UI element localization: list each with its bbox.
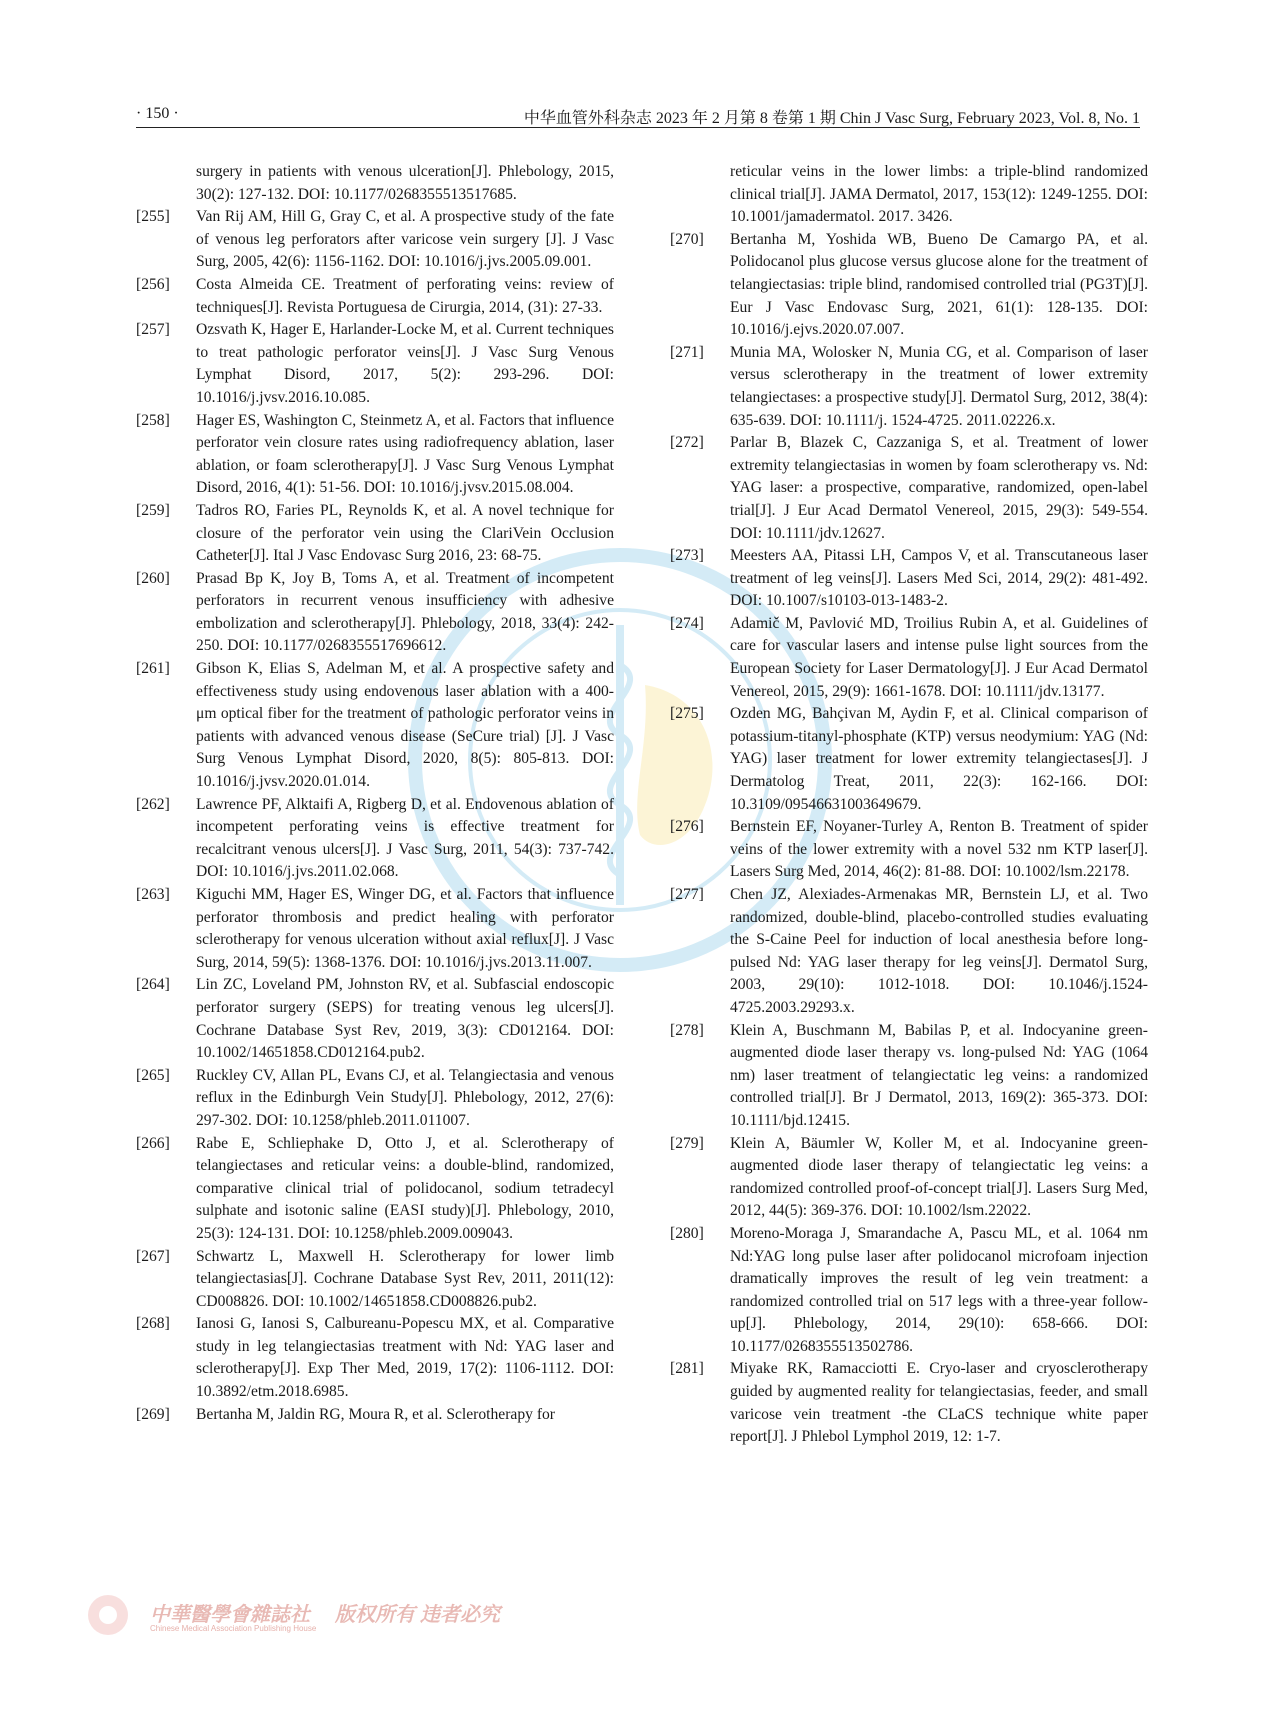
reference-item <box>136 794 614 884</box>
reference-number: [268] <box>136 1315 170 1333</box>
reference-column-right <box>670 161 1148 1449</box>
reference-item <box>670 1223 1148 1359</box>
reference-number: [274] <box>670 614 704 632</box>
reference-item <box>136 206 614 274</box>
running-header <box>136 105 1140 128</box>
reference-text: Miyake RK, Ramacciotti E. Cryo-laser and cryosclerotherapy guided by augmented reality for telangiectasias, feeder, and small varicose vein treatment -the CLaCS technique white paper report[J]. J Phlebol Lymphol 2019, 12: 1-7. <box>730 1360 1148 1446</box>
reference-number: [275] <box>670 705 704 723</box>
reference-text: Ianosi G, Ianosi S, Calbureanu-Popescu MX, et al. Comparative study in leg telangiectasias treatment with Nd: YAG laser and sclerotherapy[J]. Exp Ther Med, 2019, 17(2): 1106-1112. DOI: 10.3892/etm.2018.6985. <box>196 1315 614 1401</box>
reference-number: [269] <box>136 1405 170 1423</box>
reference-number: [255] <box>136 208 170 226</box>
reference-item <box>136 1133 614 1246</box>
reference-number: [273] <box>670 547 704 565</box>
reference-text: Costa Almeida CE. Treatment of perforating veins: review of techniques[J]. Revista Portuguesa de Cirurgia, 2014, (31): 27-33. <box>196 275 614 316</box>
reference-item <box>670 1358 1148 1448</box>
reference-text: Munia MA, Wolosker N, Munia CG, et al. Comparison of laser versus sclerotherapy in the treatment of lower extremity telangiectases: a prospective study[J]. Dermatol Surg, 2012, 38(4): 635-639. DOI: 10.1111/j. 1524-4725. 2011.02226.x. <box>730 343 1148 429</box>
reference-item <box>136 884 614 974</box>
reference-item <box>670 229 1148 342</box>
reference-text: Meesters AA, Pitassi LH, Campos V, et al. Transcutaneous laser treatment of leg veins[J]. Lasers Med Sci, 2014, 29(2): 481-492. DOI: 10.1007/s10103-013-1483-2. <box>730 547 1148 610</box>
reference-item <box>670 1133 1148 1223</box>
reference-text: Lin ZC, Loveland PM, Johnston RV, et al. Subfascial endoscopic perforator surgery (SEPS) for treating venous leg ulcers[J]. Cochrane Database Syst Rev, 2019, 3(3): CD012164. DOI: 10.1002/14651858.CD012164.pub2. <box>196 976 614 1062</box>
reference-number: [261] <box>136 660 170 678</box>
reference-number: [263] <box>136 886 170 903</box>
reference-item <box>670 613 1148 703</box>
reference-item <box>136 161 614 206</box>
publisher-footer <box>150 1598 500 1627</box>
reference-number: [266] <box>136 1134 170 1152</box>
publisher-name-en: Chinese Medical Association Publishing House <box>150 1624 317 1633</box>
reference-number: [280] <box>670 1224 704 1242</box>
reference-text: Adamič M, Pavlović MD, Troilius Rubin A, et al. Guidelines of care for vascular lasers and intense pulse light sources from the European Society for Laser Dermatology[J]. J Eur Acad Dermatol Venereol, 2015, 29(9): 1661-1678. DOI: 10.1111/jdv.13177. <box>730 614 1148 700</box>
reference-number: [271] <box>670 343 704 361</box>
reference-text: Hager ES, Washington C, Steinmetz A, et al. Factors that influence perforator vein closure rates using radiofrequency ablation, laser ablation, or foam sclerotherapy[J]. J Vasc Surg Venous Lymphat Disord, 2016, 4(1): 51-56. DOI: 10.1016/j.jvsv.2015.08.004. <box>196 411 614 497</box>
reference-text: Moreno-Moraga J, Smarandache A, Pascu ML, et al. 1064 nm Nd:YAG long pulse laser after polidocanol microfoam injection dramatically improves the result of leg vein treatment: a randomized controlled trial on 517 legs with a three-year follow-up[J]. Phlebology, 2014, 29(10): 658-666. DOI: 10.1177/0268355513502786. <box>730 1224 1148 1355</box>
reference-text: Ozsvath K, Hager E, Harlander-Locke M, et al. Current techniques to treat pathologic perforator veins[J]. J Vasc Surg Venous Lymphat Disord, 2017, 5(2): 293-296. DOI: 10.1016/j.jvsv.2016.10.085. <box>196 321 614 406</box>
reference-text: Parlar B, Blazek C, Cazzaniga S, et al. Treatment of lower extremity telangiectasias in women by foam sclerotherapy vs. Nd: YAG laser: a prospective, comparative, randomized, open-label trial[J]. J Eur Acad Dermatol Venereol, 2015, 29(3): 549-554. DOI: 10.1111/jdv.12627. <box>730 434 1148 542</box>
reference-item <box>670 1020 1148 1133</box>
reference-number: [264] <box>136 976 170 994</box>
reference-number: [277] <box>670 886 704 903</box>
reference-text: Klein A, Bäumler W, Koller M, et al. Indocyanine green-augmented diode laser therapy of telangiectatic leg veins: a randomized controlled proof-of-concept trial[J]. Lasers Surg Med, 2012, 44(5): 369-376. DOI: 10.1002/lsm.22022. <box>730 1134 1148 1220</box>
reference-number: [260] <box>136 569 170 587</box>
reference-text: Bernstein EF, Noyaner-Turley A, Renton B. Treatment of spider veins of the lower extremity with a novel 532 nm KTP laser[J]. Lasers Surg Med, 2014, 46(2): 81-88. DOI: 10.1002/lsm.22178. <box>730 818 1148 881</box>
reference-item <box>136 1313 614 1403</box>
reference-text: Tadros RO, Faries PL, Reynolds K, et al. A novel technique for closure of the perforator vein using the ClariVein Occlusion Catheter[J]. Ital J Vasc Endovasc Surg 2016, 23: 68-75. <box>196 501 614 565</box>
reference-item <box>136 1065 614 1133</box>
journal-citation: 中华血管外科杂志 2023 年 2 月第 8 卷第 1 期 Chin J Vasc Surg, February 2023, Vol. 8, No. 1 <box>523 110 1140 127</box>
reference-item <box>670 432 1148 545</box>
reference-number: [279] <box>670 1134 704 1152</box>
reference-item <box>670 161 1148 229</box>
reference-number: [272] <box>670 434 704 452</box>
page-number: · 150 · <box>136 105 179 122</box>
reference-number: [262] <box>136 795 170 813</box>
reference-item <box>136 410 614 500</box>
reference-item <box>670 884 1148 1020</box>
reference-number: [267] <box>136 1247 170 1265</box>
reference-text: reticular veins in the lower limbs: a triple-blind randomized clinical trial[J]. JAMA Dermatol, 2017, 153(12): 1249-1255. DOI: 10.1001/jamadermatol. 2017. 3426. <box>730 163 1148 226</box>
reference-number: [258] <box>136 411 170 429</box>
rights-notice: 版权所有 违者必究 <box>335 1604 500 1626</box>
reference-item <box>136 319 614 409</box>
reference-text: Van Rij AM, Hill G, Gray C, et al. A prospective study of the fate of venous leg perforators after varicose vein surgery [J]. J Vasc Surg, 2005, 42(6): 1156-1162. DOI: 10.1016/j.jvs.2005.09.001. <box>196 208 614 271</box>
reference-item <box>136 1404 614 1427</box>
reference-text: Kiguchi MM, Hager ES, Winger DG, et al. Factors that influence perforator thrombosis and predict healing with perforator sclerotherapy for venous ulceration without axial reflux[J]. J Vasc Surg, 2014, 59(5): 1368-1376. DOI: 10.1016/j.jvs.2013.11.007. <box>196 886 614 971</box>
reference-number: [259] <box>136 501 170 519</box>
reference-text: Rabe E, Schliephake D, Otto J, et al. Sclerotherapy of telangiectases and reticular veins: a double-blind, randomized, comparative clinical trial of polidocanol, sodium tetradecyl sulphate and isotonic saline (EASI study)[J]. Phlebology, 2010, 25(3): 124-131. DOI: 10.1258/phleb.2009.009043. <box>196 1134 614 1242</box>
reference-item <box>136 274 614 319</box>
reference-number: [276] <box>670 818 704 836</box>
reference-text: surgery in patients with venous ulceration[J]. Phlebology, 2015, 30(2): 127-132. DOI: 10.1177/0268355513517685. <box>196 163 614 203</box>
reference-text: Ruckley CV, Allan PL, Evans CJ, et al. Telangiectasia and venous reflux in the Edinburgh Vein Study[J]. Phlebology, 2012, 27(6): 297-302. DOI: 10.1258/phleb.2011.011007. <box>196 1066 614 1129</box>
reference-item <box>136 568 614 658</box>
reference-number: [265] <box>136 1066 170 1084</box>
reference-number: [281] <box>670 1360 704 1378</box>
reference-item <box>136 1246 614 1314</box>
reference-number: [278] <box>670 1021 704 1039</box>
publisher-name: 中華醫學會雜誌社 <box>150 1604 310 1626</box>
reference-number: [256] <box>136 275 170 293</box>
reference-item <box>670 342 1148 432</box>
reference-text: Prasad Bp K, Joy B, Toms A, et al. Treatment of incompetent perforators in recurrent venous insufficiency with adhesive embolization and sclerotherapy[J]. Phlebology, 2018, 33(4): 242-250. DOI: 10.1177/0268355517696612. <box>196 569 614 655</box>
reference-number: [257] <box>136 321 170 339</box>
reference-text: Gibson K, Elias S, Adelman M, et al. A prospective safety and effectiveness study using endovenous laser ablation with a 400- μm optical fiber for the treatment of pathologic perforator veins in patients with advanced venous disease (SeCure trial) [J]. J Vasc Surg Venous Lymphat Disord, 2020, 8(5): 805-813. DOI: 10.1016/j.jvsv.2020.01.014. <box>196 660 614 791</box>
reference-text: Chen JZ, Alexiades-Armenakas MR, Bernstein LJ, et al. Two randomized, double-blind, placebo-controlled studies evaluating the S-Caine Peel for induction of local anesthesia before long-pulsed Nd: YAG laser therapy for leg veins[J]. Dermatol Surg, 2003, 29(10): 1012-1018. DOI: 10.1046/j.1524-4725.2003.29293.x. <box>730 886 1148 1016</box>
reference-item <box>136 658 614 794</box>
reference-text: Bertanha M, Jaldin RG, Moura R, et al. Sclerotherapy for <box>196 1405 555 1423</box>
reference-text: Klein A, Buschmann M, Babilas P, et al. Indocyanine green-augmented diode laser therapy vs. long-pulsed Nd: YAG (1064 nm) laser treatment of telangiectatic leg veins: a randomized controlled trial[J]. Br J Dermatol, 2013, 169(2): 365-373. DOI: 10.1111/bjd.12415. <box>730 1021 1148 1129</box>
reference-item <box>670 816 1148 884</box>
reference-item <box>136 974 614 1064</box>
reference-text: Schwartz L, Maxwell H. Sclerotherapy for lower limb telangiectasias[J]. Cochrane Database Syst Rev, 2011, 2011(12): CD008826. DOI: 10.1002/14651858.CD008826.pub2. <box>196 1247 614 1310</box>
reference-item <box>670 545 1148 613</box>
reference-number: [270] <box>670 230 704 248</box>
reference-text: Ozden MG, Bahçivan M, Aydin F, et al. Clinical comparison of potassium-titanyl-phosphate (KTP) versus neodymium: YAG (Nd: YAG) laser treatment for lower extremity telangiectases[J]. J Dermatolog Treat, 2011, 22(3): 162-166. DOI: 10.3109/09546631003649679. <box>730 705 1148 813</box>
reference-text: Bertanha M, Yoshida WB, Bueno De Camargo PA, et al. Polidocanol plus glucose versus glucose alone for the treatment of telangiectasias: triple blind, randomised controlled trial (PG3T)[J]. Eur J Vasc Endovasc Surg, 2021, 61(1): 128-135. DOI: 10.1016/j.ejvs.2020.07.007. <box>730 230 1148 339</box>
reference-column-left <box>136 161 614 1426</box>
reference-item <box>136 500 614 568</box>
reference-item <box>670 703 1148 816</box>
reference-text: Lawrence PF, Alktaifi A, Rigberg D, et al. Endovenous ablation of incompetent perforating veins is effective treatment for recalcitrant venous ulcers[J]. J Vasc Surg, 2011, 54(3): 737-742. DOI: 10.1016/j.jvs.2011.02.068. <box>196 795 614 881</box>
